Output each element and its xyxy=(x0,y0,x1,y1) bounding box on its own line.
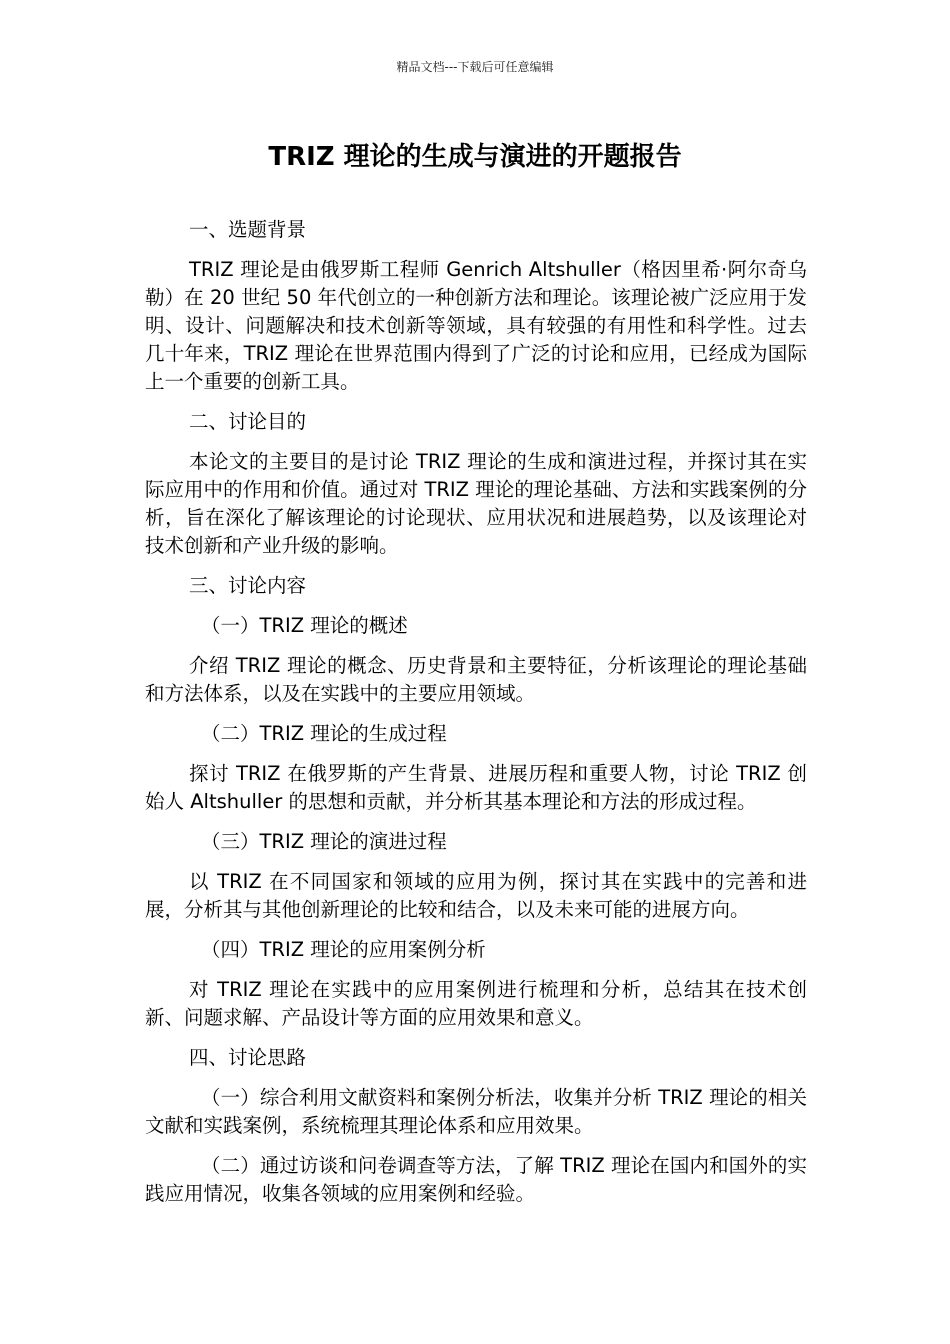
document-body xyxy=(145,216,807,1220)
subsection-heading: （二）TRIZ 理论的生成过程 xyxy=(201,722,447,745)
section-heading: 二、讨论目的 xyxy=(189,410,307,433)
paragraph: TRIZ 理论是由俄罗斯工程师 Genrich Altshuller（格因里希·阿尔奇乌勒）在 20 世纪 50 年代创立的一种创新方法和理论。该理论被广泛应用于发明、设计、问题解决和技术创新等领域，具有较强的有用性和科学性。过去几十年来，TRIZ 理论在世界范围内得到了广泛的讨论和应用，已经成为国际上一个重要的创新工具。 xyxy=(145,258,807,393)
header-note: 精品文档---下载后可任意编辑 xyxy=(396,60,554,74)
paragraph: 本论文的主要目的是讨论 TRIZ 理论的生成和演进过程，并探讨其在实际应用中的作用和价值。通过对 TRIZ 理论的理论基础、方法和实践案例的分析，旨在深化了解该理论的讨论现状、应用状况和进展趋势，以及该理论对技术创新和产业升级的影响。 xyxy=(145,450,807,557)
paragraph: 对 TRIZ 理论在实践中的应用案例进行梳理和分析，总结其在技术创新、问题求解、产品设计等方面的应用效果和意义。 xyxy=(145,978,807,1029)
section-heading: 四、讨论思路 xyxy=(189,1046,307,1069)
paragraph: （一）综合利用文献资料和案例分析法，收集并分析 TRIZ 理论的相关文献和实践案例，系统梳理其理论体系和应用效果。 xyxy=(145,1086,807,1137)
paragraph: 介绍 TRIZ 理论的概念、历史背景和主要特征，分析该理论的理论基础和方法体系，以及在实践中的主要应用领域。 xyxy=(145,654,807,705)
section-heading: 一、选题背景 xyxy=(189,218,307,241)
document-title: TRIZ 理论的生成与演进的开题报告 xyxy=(268,142,682,172)
subsection-heading: （三）TRIZ 理论的演进过程 xyxy=(201,830,447,853)
paragraph: 探讨 TRIZ 在俄罗斯的产生背景、进展历程和重要人物，讨论 TRIZ 创始人 Altshuller 的思想和贡献，并分析其基本理论和方法的形成过程。 xyxy=(145,762,807,813)
section-heading: 三、讨论内容 xyxy=(189,574,307,597)
subsection-heading: （一）TRIZ 理论的概述 xyxy=(201,614,408,637)
paragraph: （二）通过访谈和问卷调查等方法，了解 TRIZ 理论在国内和国外的实践应用情况，收集各领域的应用案例和经验。 xyxy=(145,1154,807,1205)
subsection-heading: （四）TRIZ 理论的应用案例分析 xyxy=(201,938,486,961)
paragraph: 以 TRIZ 在不同国家和领域的应用为例，探讨其在实践中的完善和进展，分析其与其他创新理论的比较和结合，以及未来可能的进展方向。 xyxy=(145,870,807,921)
